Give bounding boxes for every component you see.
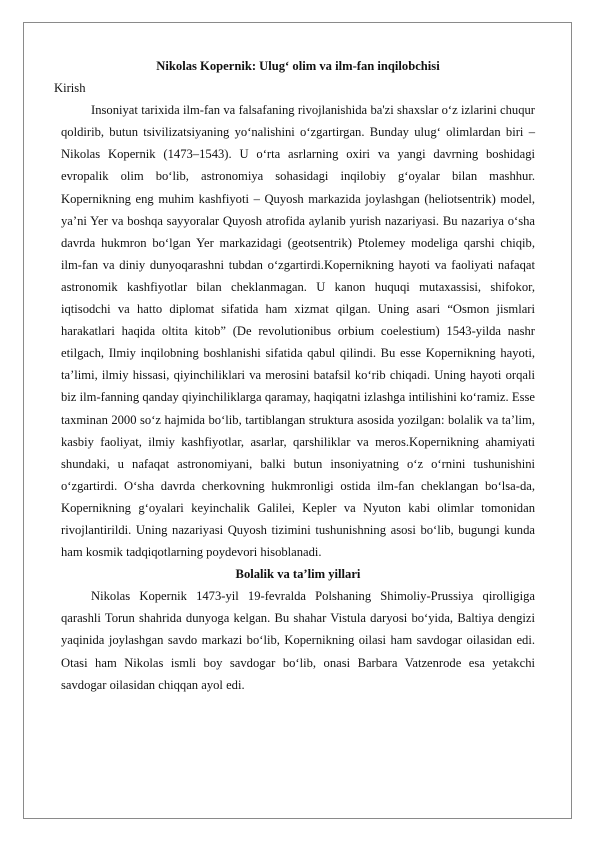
section-heading: Bolalik va ta’lim yillari bbox=[235, 567, 361, 582]
intro-heading: Kirish bbox=[54, 81, 86, 96]
intro-paragraph: Insoniyat tarixida ilm-fan va falsafaning rivojlanishida ba'zi shaxslar o‘z izlarini chuqur qoldirib, butun tsivilizatsiyaning yo‘nalishini o‘zgartirgan. Bunday ulug‘ olimlardan biri – Nikolas Kopernik (1473–1543). U o‘rta asrlarning oxiri va yangi davrning boshidagi evropalik olim bo‘lib, astronomiya sohasidagi inqilobiy g‘oyalar bilan mashhur. Kopernikning eng muhim kashfiyoti – Quyosh markazida joylashgan (heliotsentrik) model, ya’ni Yer va boshqa sayyoralar Quyosh atrofida aylanib yurish nazariyasi. Bu nazariya o‘sha davrda hukmron bo‘lgan Yer markazidagi (geotsentrik) Ptolemey modeliga qarshi chiqib, ilm-fan va diniy dunyoqarashni tubdan o‘zgartirdi.Kopernikning hayoti va faoliyati nafaqat astronomik kashfiyotlar bilan cheklanmagan. U kanon huquqi mutaxassisi, shifokor, iqtisodchi va hatto diplomat sifatida ham xizmat qilgan. Uning asari “Osmon jismlari harakatlari haqida oltita kitob” (De revolutionibus orbium coelestium) 1543-yilda nashr etilgach, Ilmiy inqilobning boshlanishi sifatida qabul qilindi. Bu esse Kopernikning hayoti, ta’limi, ilmiy hissasi, qiyinchiliklari va merosini batafsil ko‘rib chiqadi. Uning hayoti orqali biz ilm-fanning qanday qiyinchiliklarga qaramay, haqiqatni izlashga intilishini ko‘ramiz. Esse taxminan 2000 so‘z hajmida bo‘lib, tartiblangan struktura asosida yozilgan: bolalik va ta’lim, kasbiy faoliyat, ilmiy kashfiyotlar, asarlar, qarshiliklar va meros.Kopernikning ahamiyati shundaki, u nafaqat astronomiyani, balki butun insoniyatning o‘z o‘rnini tushunishini o‘zgartirdi. O‘sha davrda cherkovning hukmronligi ostida ilm-fan cheklangan bo‘lsa-da, Kopernikning g‘oyalari keyinchalik Galilei, Kepler va Nyuton kabi olimlar tomonidan rivojlantirildi. Uning nazariyasi Quyosh tizimini tushunishning asosi bo‘lib, bugungi kunda ham kosmik tadqiqotlarning poydevori hisoblanadi. bbox=[61, 103, 535, 560]
document-title: Nikolas Kopernik: Ulug‘ olim va ilm-fan inqilobchisi bbox=[156, 59, 440, 73]
document-body bbox=[54, 55, 535, 696]
section-paragraph: Nikolas Kopernik 1473-yil 19-fevralda Polshaning Shimoliy-Prussiya qirolligiga qarashli Torun shahrida dunyoga kelgan. Bu shahar Vistula daryosi bo‘yida, Baltiya dengizi yaqinida joylashgan savdo markazi bo‘lib, Kopernikning oilasi ham savdogar oilasidan edi. Otasi ham Nikolas ismli boy savdogar bo‘lib, onasi Barbara Vatzenrode esa yetakchi savdogar oilasidan chiqqan ayol edi. bbox=[61, 589, 535, 692]
